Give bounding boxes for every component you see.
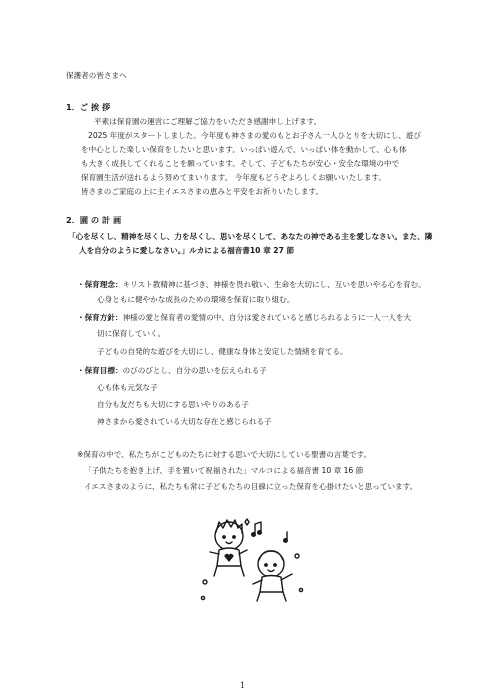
policy-text: 子どもの自発的な遊びを大切にし、健康な身体と安定した情緒を育てる。 <box>97 347 348 356</box>
principle-row <box>77 280 426 290</box>
goal-item: 神さまから愛されている大切な存在と感じられる子 <box>97 417 272 426</box>
scripture-quote-line: 「心を尽くし、精神を尽くし、力を尽くし、思いを尽くして、あなたの神である主を愛しなさい。また、隣 <box>68 232 433 241</box>
principle-text: キリスト教精神に基づき、神様を畏れ敬い、生命を大切にし、互いを思いやる心を育む。 <box>122 280 426 289</box>
section-1-line: 2025 年度がスタートしました。今年度も神さまの愛のもとお子さん一人ひとりを大切にし、遊び <box>88 131 422 140</box>
goal-item: 自分も友だちも大切にする思いやりのある子 <box>97 400 249 409</box>
page-number: 1 <box>240 681 246 690</box>
scripture-note: 「子供たちを抱き上げ、手を置いて祝福された」マルコによる福音書 10 章 16 節 <box>84 466 364 475</box>
scripture-note: ※保育の中で、私たちがこどものたちに対する思いで大切にしている聖書の言葉です。 <box>77 450 372 459</box>
scripture-note: イエスさまのように、私たちも常に子どもたちの目線に立った保育を心掛けたいと思っています。 <box>84 482 418 491</box>
greeting-heading: 保護者の皆さまへ <box>66 71 127 80</box>
section-1-line: 平素は保育園の運営にご理解ご協力をいただき感謝申し上げます。 <box>94 117 322 126</box>
section-1-title: 1．ご 挨 拶 <box>66 102 111 112</box>
section-1-line: を中心とした楽しい保育をしたいと思います。いっぱい遊んで、いっぱい体を動かして、心も体 <box>81 145 407 154</box>
principle-text: 心身ともに健やかな成長のための環境を保育に取り組む。 <box>97 295 295 304</box>
policy-text: 切に保育していく。 <box>97 329 166 338</box>
section-1-line: 保育園生活が送れるよう努めてまいります。 今年度もどうぞよろしくお願いいたします。 <box>81 173 386 182</box>
goals-label: ・保育目標： <box>77 366 123 375</box>
section-2-title: 2．園 の 計 画 <box>66 215 122 225</box>
section-1-line: 皆さまのご家庭の上に主イエスさまの恵みと平安をお祈りいたします。 <box>81 187 324 196</box>
policy-text: 神様の愛と保育者の愛情の中、自分は愛されていると感じられるように一人一人を大 <box>122 313 412 322</box>
policy-label: ・保育方針： <box>77 313 123 322</box>
goal-item: 心も体も元気な子 <box>97 383 158 392</box>
goals-row <box>77 366 267 376</box>
goal-item: のびのびとし、自分の思いを伝えられる子 <box>122 366 267 375</box>
principle-label: ・保育理念： <box>77 280 123 289</box>
section-1-line: も大きく成長してくれることを願っています。そして、子どもたちが安心・安全な環境の中で <box>81 159 400 168</box>
scripture-quote-line: 人を自分のように愛しなさい。」ルカによる福音書10 章 27 節 <box>79 246 295 255</box>
children-music-illustration <box>197 512 307 604</box>
policy-row <box>77 313 411 323</box>
